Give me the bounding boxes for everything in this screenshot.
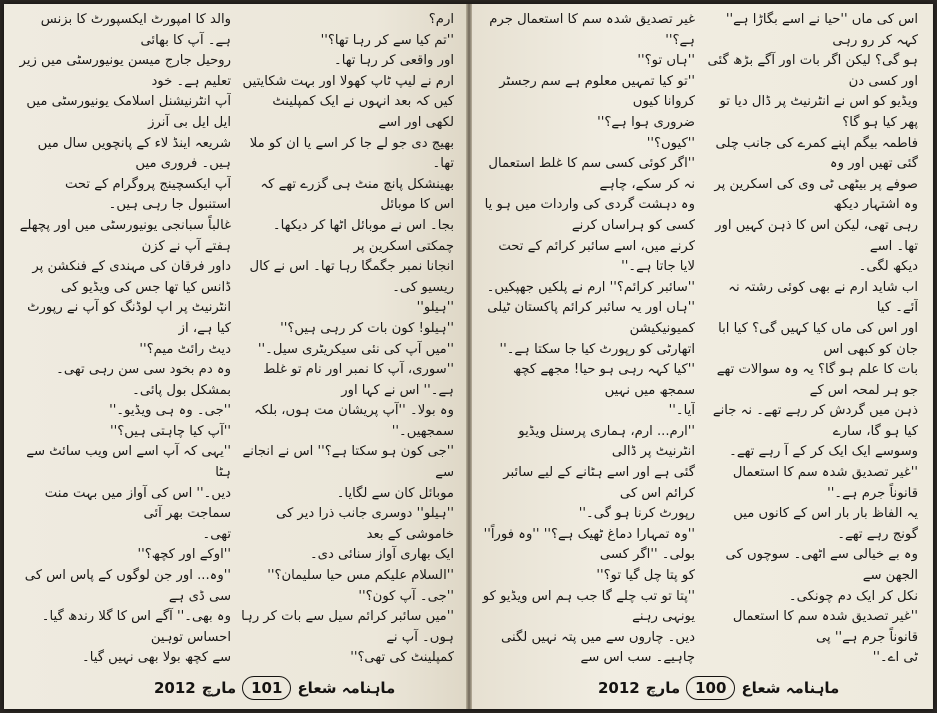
left-page-footer — [154, 673, 395, 703]
text-line: ''ہاں اور یہ سائبر کرائم پاکستان ٹیلی کمیونیکیشن — [487, 300, 695, 336]
left-page — [4, 4, 468, 709]
text-line: ''ہیلو'' دوسری جانب ذرا دیر کی خاموشی کے بعد — [275, 506, 454, 542]
text-line: کمپلینٹ کی تھی؟'' — [350, 650, 454, 665]
text-line: ''آپ کیا چاہتی ہیں؟'' — [109, 423, 231, 439]
text-line: ''یہی کہ آپ اسے اس ویب سائٹ سے ہٹا — [26, 444, 231, 481]
text-line: اور اس کی ماں کیا کہیں گی؟ کیا ابا جان کو کبھی اس — [718, 320, 918, 357]
text-line: بات کا علم ہو گا؟ یہ وہ سوالات تھے جو ہر لمحہ اس کے — [716, 362, 918, 398]
text-line: آپ ایکسچینج پروگرام کے تحت استنبول جا رہی ہیں۔ — [64, 176, 231, 213]
text-line: اور واقعی کر رہا تھا۔ — [333, 53, 454, 69]
text-line: دیکھ لگی۔ — [858, 259, 918, 275]
issue-year: 2012 — [154, 679, 196, 697]
magazine-name: ماہنامہ شعاع — [297, 679, 396, 697]
text-line: ہو گی؟ لیکن اگر بات اور آگے بڑھ گئی اور کسی دن — [707, 53, 918, 89]
text-line: ''غیر تصدیق شدہ سم کا استعمال قانوناً جرم ہے'' پی — [732, 609, 918, 645]
text-line: ''اوکے اور کچھ؟'' — [137, 547, 231, 563]
magazine-spread — [4, 4, 933, 709]
text-line: ویڈیو کو اس نے انٹرنیٹ پر ڈال دیا تو پھر کیا ہو گا؟ — [719, 94, 918, 130]
issue-month: مارچ — [201, 679, 237, 697]
text-line: اس کی ماں ''حیا نے اسے بگاڑا ہے'' کہہ کر رو رہی — [725, 12, 918, 48]
text-line: ''میں سائبر کرائم سیل سے بات کر رہا ہوں۔ آپ نے — [241, 609, 454, 645]
text-line: ''وہ تمہارا دماغ ٹھیک ہے؟'' ''وہ فوراً'' بولی۔ ''اگر کسی — [483, 526, 695, 563]
text-line: ضروری ہوا ہے؟'' — [597, 114, 695, 130]
text-line: فاطمہ بیگم اپنے کمرے کی جانب چلی گئی تھیں اور وہ — [715, 135, 918, 172]
magazine-name: ماہنامہ شعاع — [741, 679, 840, 697]
text-line: انٹرنیٹ پر اپ لوڈنگ کو آپ نے رپورٹ کیا ہے، از — [27, 300, 231, 336]
left-page-right-column — [241, 10, 454, 665]
text-line: گئی ہے اور اسے ہٹانے کے لیے سائبر کرائم اس کی — [503, 465, 695, 501]
page-number: 101 — [242, 676, 291, 700]
right-page-columns — [482, 10, 918, 665]
text-line: ''اگر کوئی کسی سم کا غلط استعمال نہ کر سکے، چاہے — [488, 156, 695, 192]
text-line: داور فرقان کی مہندی کے فنکشن پر ڈانس کیا تھا جس کی ویڈیو کی — [32, 259, 231, 295]
right-page — [468, 4, 932, 709]
text-line: ''ارم... ارم، ہماری پرسنل ویڈیو انٹرنیٹ پر ڈالی — [518, 423, 695, 460]
text-line: وسوسے ایک ایک کر کے آ رہے تھے۔ — [729, 444, 918, 460]
text-line: اب شاید ارم نے بھی کوئی رشتہ نہ آئے۔ کیا — [728, 279, 918, 316]
text-line: بھیج دی جو لے جا کر اسے یا ان کو ملا تھا۔ — [249, 135, 454, 172]
text-line: ٹی اے۔'' — [872, 650, 918, 665]
text-line: تھی۔ — [202, 526, 231, 542]
left-page-columns — [18, 10, 454, 665]
text-line: ''ہیلو'' — [416, 300, 454, 316]
text-line: ''کیا کہہ رہی ہو حیا! مجھے کچھ سمجھ میں نہیں — [513, 362, 695, 398]
text-line: آیا۔'' — [668, 403, 695, 419]
text-line: کو پتا چل گیا تو؟'' — [596, 568, 695, 584]
text-line: ''میں آپ کی نئی سیکریٹری سیل۔'' — [257, 341, 454, 357]
text-line: صوفے پر بیٹھی ٹی وی کی اسکرین پر وہ اشتہار دیکھ — [714, 176, 918, 213]
text-line: غیر تصدیق شدہ سم کا استعمال جرم ہے؟'' — [489, 12, 695, 48]
text-line: بجا۔ اس نے موبائل اٹھا کر دیکھا۔ چمکتی اسکرین پر — [272, 217, 454, 254]
issue-month: مارچ — [645, 679, 681, 697]
text-line: ذہن میں گردش کر رہے تھے۔ نہ جانے کیا ہو گا، سارے — [712, 403, 918, 439]
text-line: ''ہاں تو؟'' — [637, 53, 695, 69]
text-line: ''ہیلو! کون بات کر رہی ہیں؟'' — [280, 320, 454, 336]
text-line: ''جی۔ وہ ہی ویڈیو۔'' — [109, 403, 231, 419]
right-page-left-column — [482, 10, 695, 665]
text-line: اتھارٹی کو رپورٹ کیا جا سکتا ہے۔'' — [499, 341, 695, 357]
text-line: ارم نے لیپ ٹاپ کھولا اور بہت شکایتیں کیں کہ بعد انہوں نے ایک کمپلینٹ لکھی اور اسے — [242, 73, 454, 130]
text-line: سے کچھ بولا بھی نہیں گیا۔ — [81, 650, 231, 665]
text-line: ایک بھاری آواز سنائی دی۔ — [309, 547, 454, 563]
text-line: رہی تھی، لیکن اس کا ذہن کہیں اور تھا۔ اسے — [715, 217, 918, 254]
text-line: روحیل جارج میسن یونیورسٹی میں زیر تعلیم ہے۔ خود — [19, 53, 231, 89]
text-line: ''کیوں؟'' — [646, 135, 695, 151]
text-line: رپورٹ کرنا ہو گی۔'' — [578, 506, 695, 522]
text-line: ارم؟ — [428, 12, 454, 27]
text-line: غالباً سبانجی یونیورسٹی میں اور پچھلے ہفتے آپ نے کزن — [19, 217, 231, 254]
text-line: شریعہ اینڈ لاء کے پانچویں سال میں ہیں۔ فروری میں — [37, 135, 231, 172]
text-line: وہ دہشت گردی کی واردات میں ہو یا کسی کو ہراساں کرنے — [484, 197, 695, 233]
right-page-footer — [598, 673, 839, 703]
text-line: ''جی کون ہو سکتا ہے؟'' اس نے انجانے سے — [242, 444, 454, 481]
text-line: ''تو کیا تمہیں معلوم ہے سم رجسٹر کروانا کیوں — [499, 73, 695, 110]
text-line: دیں۔ چاروں سے میں پتہ نہیں لگنی چاہیے۔ سب اس سے — [501, 629, 695, 665]
text-line: وہ بھی۔'' آگے اس کا گلا رندھ گیا۔ احساس توہین — [41, 609, 231, 645]
text-line: وہ بے خیالی سے اٹھی۔ سوچوں کی الجھن سے — [725, 547, 918, 584]
left-page-left-column — [18, 10, 231, 665]
text-line: ''سائبر کرائم؟'' ارم نے پلکیں جھپکیں۔ — [486, 279, 695, 295]
text-line: وہ دم بخود سی سن رہی تھی۔ بمشکل بول پائی۔ — [56, 362, 231, 398]
text-line: دیٹ رائٹ میم؟'' — [139, 341, 231, 357]
text-line: ''وہ... اور جن لوگوں کے پاس اس کی سی ڈی ہے — [24, 568, 231, 604]
text-line: ''سوری، آپ کا نمبر اور نام تو غلط ہے۔'' اس نے کہا اور — [263, 362, 454, 398]
page-gutter — [466, 4, 472, 709]
text-line: موبائل کان سے لگایا۔ — [336, 485, 454, 501]
text-line: بھینشکل پانچ منٹ ہی گزرے تھے کہ اس کا موبائل — [260, 176, 454, 213]
text-line: ''غیر تصدیق شدہ سم کا استعمال قانوناً جرم ہے۔'' — [732, 465, 918, 501]
text-line: آپ انٹرنیشنل اسلامک یونیورسٹی میں ایل ایل بی آنرز — [26, 94, 231, 130]
text-line: ''پتا تو تب چلے گا جب ہم اس ویڈیو کو یونہی رہنے — [482, 588, 695, 625]
text-line: دیں۔'' اس کی آواز میں بہت منت سماجت بھر آئی — [44, 485, 231, 522]
text-line: ''السلام علیکم مس حیا سلیمان؟'' — [267, 568, 454, 584]
text-line: وہ بولا۔ ''آپ پریشان مت ہوں، بلکہ سمجھیں۔'' — [254, 403, 454, 439]
text-line: والد کا امپورٹ ایکسپورٹ کا بزنس ہے۔ آپ کا بھائی — [40, 12, 231, 48]
issue-year: 2012 — [598, 679, 640, 697]
text-line: انجانا نمبر جگمگا رہا تھا۔ اس نے کال ریسیو کی۔ — [249, 259, 454, 295]
page-number: 100 — [686, 676, 735, 700]
right-page-right-column — [705, 10, 918, 665]
text-line: یہ الفاظ بار بار اس کے کانوں میں گونج رہے تھے۔ — [733, 506, 918, 542]
text-line: ''تم کیا سے کر رہا تھا؟'' — [320, 32, 454, 48]
text-line: ''جی۔ آپ کون؟'' — [358, 588, 454, 604]
text-line: نکل کر ایک دم چونکی۔ — [788, 588, 918, 604]
text-line: کرنے میں، اسے سائبر کرائم کے تحت لایا جاتا ہے۔'' — [498, 238, 695, 275]
